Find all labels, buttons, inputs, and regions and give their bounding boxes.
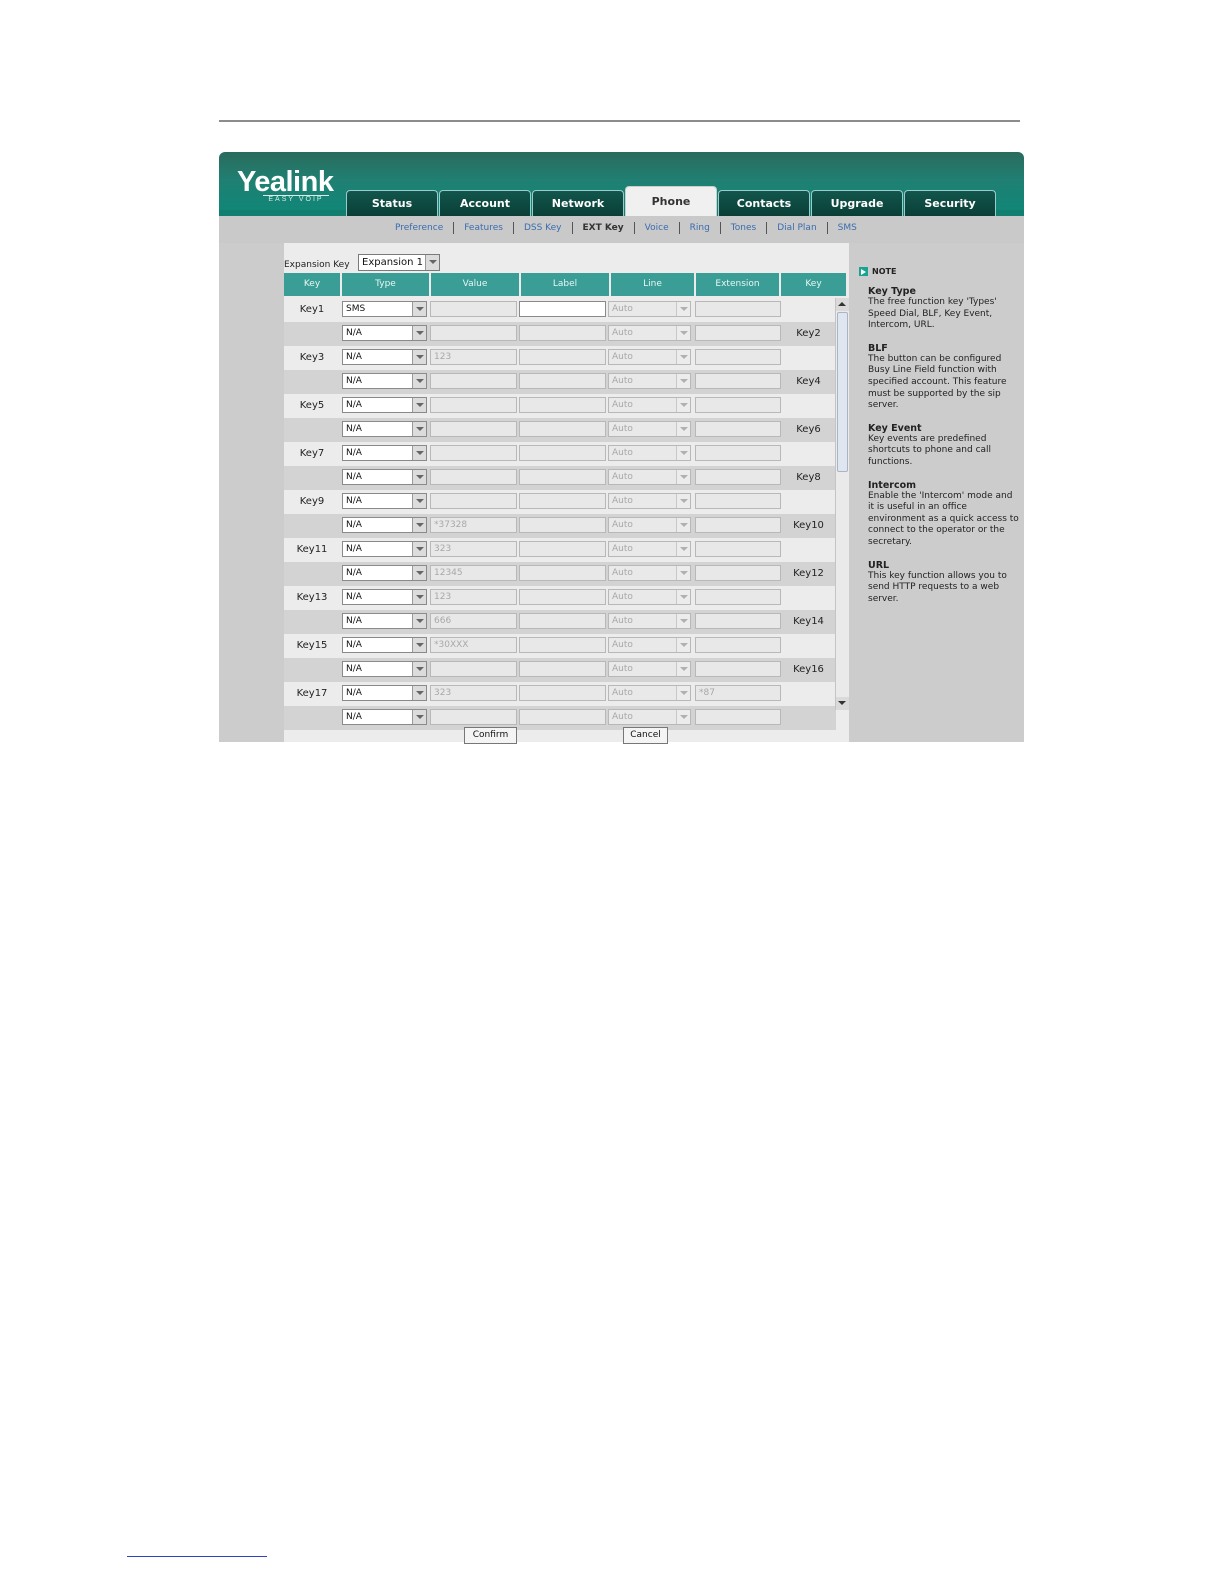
value-input[interactable]: 666 bbox=[430, 613, 517, 629]
value-input[interactable] bbox=[430, 469, 517, 485]
extension-input[interactable] bbox=[695, 325, 781, 341]
tab-network[interactable]: Network bbox=[532, 190, 624, 216]
table-row bbox=[284, 658, 836, 682]
chevron-down-icon[interactable] bbox=[412, 638, 426, 652]
type-select-value: N/A bbox=[346, 400, 362, 410]
note-title: Intercom bbox=[868, 479, 917, 491]
chevron-down-icon[interactable] bbox=[412, 422, 426, 436]
yealink-web-ui bbox=[219, 152, 1024, 742]
line-select-value: Auto bbox=[612, 520, 633, 530]
chevron-down-icon[interactable] bbox=[412, 566, 426, 580]
label-input[interactable] bbox=[519, 637, 606, 653]
table-row bbox=[284, 442, 836, 466]
line-select-value: Auto bbox=[612, 304, 633, 314]
table-row bbox=[284, 514, 836, 538]
type-select[interactable] bbox=[342, 517, 427, 533]
line-select-value: Auto bbox=[612, 712, 633, 722]
value-input[interactable]: 323 bbox=[430, 541, 517, 557]
table-row bbox=[284, 298, 836, 322]
key-right-label: Key10 bbox=[793, 520, 824, 531]
line-select[interactable] bbox=[608, 349, 691, 365]
key-right-label: Key16 bbox=[793, 664, 824, 675]
extension-input[interactable] bbox=[695, 541, 781, 557]
key-right-label: Key8 bbox=[796, 472, 821, 483]
table-row bbox=[284, 418, 836, 442]
note-text: This key function allows you to send HTTP requests to a web server. bbox=[868, 570, 1007, 604]
line-select[interactable] bbox=[608, 637, 691, 653]
extension-input[interactable] bbox=[695, 637, 781, 653]
value-input[interactable]: *37328 bbox=[430, 517, 517, 533]
value-input[interactable] bbox=[430, 421, 517, 437]
note-section bbox=[859, 267, 1019, 616]
extension-input[interactable] bbox=[695, 397, 781, 413]
tab-phone[interactable]: Phone bbox=[625, 186, 717, 216]
type-select[interactable] bbox=[342, 685, 427, 701]
value-input[interactable] bbox=[430, 325, 517, 341]
label-input[interactable] bbox=[519, 709, 606, 725]
line-select-value: Auto bbox=[612, 328, 633, 338]
label-input[interactable] bbox=[519, 517, 606, 533]
key-left-label: Key5 bbox=[299, 400, 325, 411]
label-input[interactable] bbox=[519, 541, 606, 557]
note-heading bbox=[859, 267, 1019, 276]
type-select[interactable] bbox=[342, 637, 427, 653]
table-row bbox=[284, 610, 836, 634]
subnav-sms[interactable]: SMS bbox=[837, 223, 857, 233]
label-input[interactable] bbox=[519, 421, 606, 437]
type-select-value: N/A bbox=[346, 592, 362, 602]
col-header-key-right: Key bbox=[781, 273, 846, 296]
extension-input[interactable] bbox=[695, 421, 781, 437]
key-left-label: Key9 bbox=[299, 496, 325, 507]
extension-input[interactable] bbox=[695, 373, 781, 389]
col-header-extension: Extension bbox=[696, 273, 779, 296]
type-select-value: N/A bbox=[346, 616, 362, 626]
extension-input[interactable] bbox=[695, 565, 781, 581]
subnav-ring[interactable]: Ring bbox=[680, 222, 721, 234]
document-footer-link[interactable] bbox=[127, 1556, 267, 1557]
document-header-rule bbox=[219, 120, 1020, 122]
yealink-logo: Yealink bbox=[237, 166, 334, 198]
table-row bbox=[284, 562, 836, 586]
type-select[interactable] bbox=[342, 421, 427, 437]
tab-status[interactable]: Status bbox=[346, 190, 438, 216]
key-left-label: Key3 bbox=[299, 352, 325, 363]
table-row bbox=[284, 682, 836, 706]
key-right-label: Key2 bbox=[796, 328, 821, 339]
scroll-down-icon[interactable] bbox=[836, 697, 849, 710]
type-select-value: N/A bbox=[346, 520, 362, 530]
col-header-type: Type bbox=[342, 273, 429, 296]
chevron-down-icon[interactable] bbox=[412, 614, 426, 628]
line-select[interactable] bbox=[608, 685, 691, 701]
note-text: The button can be configured Busy Line Field function with specified account. This feature must be supported by the sip server. bbox=[868, 353, 1007, 411]
chevron-down-icon[interactable] bbox=[676, 710, 690, 724]
logo-tagline: EASY VOIP bbox=[263, 195, 329, 203]
note-text: Enable the 'Intercom' mode and it is useful in an office environment as a quick access to connect to the operator or the secretary. bbox=[868, 490, 1019, 547]
col-header-key: Key bbox=[284, 273, 340, 296]
type-select[interactable] bbox=[342, 469, 427, 485]
note-intercom bbox=[868, 480, 1019, 549]
line-select[interactable] bbox=[608, 301, 691, 317]
table-row bbox=[284, 490, 836, 514]
line-select[interactable] bbox=[608, 565, 691, 581]
value-input[interactable]: 323 bbox=[430, 685, 517, 701]
key-right-label: Key12 bbox=[793, 568, 824, 579]
label-input[interactable] bbox=[519, 445, 606, 461]
type-select-value: SMS bbox=[346, 304, 366, 314]
table-row bbox=[284, 634, 836, 658]
type-select-value: N/A bbox=[346, 544, 362, 554]
line-select[interactable] bbox=[608, 373, 691, 389]
type-select[interactable] bbox=[342, 661, 427, 677]
line-select[interactable] bbox=[608, 397, 691, 413]
key-left-label: Key1 bbox=[299, 304, 325, 315]
line-select-value: Auto bbox=[612, 544, 633, 554]
subnav-dss-key[interactable]: DSS Key bbox=[514, 222, 573, 234]
value-input[interactable]: 123 bbox=[430, 349, 517, 365]
help-panel bbox=[849, 243, 1024, 742]
chevron-down-icon[interactable] bbox=[412, 326, 426, 340]
chevron-down-icon[interactable] bbox=[412, 494, 426, 508]
type-select-value: N/A bbox=[346, 376, 362, 386]
chevron-down-icon[interactable] bbox=[676, 686, 690, 700]
extension-input[interactable]: *87 bbox=[695, 685, 781, 701]
note-blf bbox=[868, 343, 1019, 412]
key-left-label: Key17 bbox=[296, 688, 328, 699]
label-input[interactable] bbox=[519, 349, 606, 365]
label-input[interactable] bbox=[519, 397, 606, 413]
chevron-down-icon[interactable] bbox=[425, 255, 439, 270]
subnav-ext-key[interactable]: EXT Key bbox=[573, 222, 635, 234]
line-select-value: Auto bbox=[612, 616, 633, 626]
type-select-value: N/A bbox=[346, 496, 362, 506]
chevron-down-icon[interactable] bbox=[676, 446, 690, 460]
label-input[interactable] bbox=[519, 661, 606, 677]
extension-input[interactable] bbox=[695, 709, 781, 725]
line-select-value: Auto bbox=[612, 424, 633, 434]
key-right-label: Key4 bbox=[796, 376, 821, 387]
note-heading-text: NOTE bbox=[872, 267, 897, 276]
col-header-label: Label bbox=[521, 273, 609, 296]
type-select-value: N/A bbox=[346, 688, 362, 698]
note-url bbox=[868, 560, 1019, 606]
key-table-body bbox=[284, 298, 849, 722]
type-select-value: N/A bbox=[346, 424, 362, 434]
chevron-down-icon[interactable] bbox=[412, 710, 426, 724]
cancel-button[interactable]: Cancel bbox=[623, 727, 668, 744]
line-select-value: Auto bbox=[612, 664, 633, 674]
chevron-down-icon[interactable] bbox=[676, 590, 690, 604]
chevron-down-icon[interactable] bbox=[412, 470, 426, 484]
tab-account[interactable]: Account bbox=[439, 190, 531, 216]
table-row bbox=[284, 586, 836, 610]
type-select[interactable] bbox=[342, 565, 427, 581]
chevron-down-icon[interactable] bbox=[676, 542, 690, 556]
chevron-down-icon[interactable] bbox=[676, 638, 690, 652]
note-key-type bbox=[868, 286, 1019, 332]
type-select-value: N/A bbox=[346, 664, 362, 674]
chevron-down-icon[interactable] bbox=[676, 398, 690, 412]
extension-input[interactable] bbox=[695, 493, 781, 509]
line-select[interactable] bbox=[608, 541, 691, 557]
type-select-value: N/A bbox=[346, 352, 362, 362]
line-select-value: Auto bbox=[612, 376, 633, 386]
extension-input[interactable] bbox=[695, 469, 781, 485]
label-input[interactable] bbox=[519, 469, 606, 485]
type-select[interactable] bbox=[342, 349, 427, 365]
label-input[interactable] bbox=[519, 301, 606, 317]
tab-security[interactable]: Security bbox=[904, 190, 996, 216]
extension-input[interactable] bbox=[695, 445, 781, 461]
chevron-down-icon[interactable] bbox=[412, 302, 426, 316]
type-select[interactable] bbox=[342, 589, 427, 605]
chevron-down-icon[interactable] bbox=[412, 542, 426, 556]
label-input[interactable] bbox=[519, 493, 606, 509]
label-input[interactable] bbox=[519, 325, 606, 341]
extension-input[interactable] bbox=[695, 589, 781, 605]
line-select[interactable] bbox=[608, 493, 691, 509]
note-title: Key Type bbox=[868, 286, 916, 297]
label-input[interactable] bbox=[519, 565, 606, 581]
line-select[interactable] bbox=[608, 421, 691, 437]
chevron-down-icon[interactable] bbox=[412, 398, 426, 412]
line-select-value: Auto bbox=[612, 472, 633, 482]
chevron-down-icon[interactable] bbox=[676, 566, 690, 580]
label-input[interactable] bbox=[519, 613, 606, 629]
col-header-value: Value bbox=[431, 273, 519, 296]
type-select-value: N/A bbox=[346, 328, 362, 338]
table-row bbox=[284, 346, 836, 370]
chevron-down-icon[interactable] bbox=[676, 494, 690, 508]
line-select-value: Auto bbox=[612, 352, 633, 362]
col-header-line: Line bbox=[611, 273, 694, 296]
key-left-label: Key13 bbox=[296, 592, 328, 603]
line-select[interactable] bbox=[608, 517, 691, 533]
value-input[interactable]: 12345 bbox=[430, 565, 517, 581]
value-input[interactable] bbox=[430, 709, 517, 725]
type-select[interactable] bbox=[342, 301, 427, 317]
type-select-value: N/A bbox=[346, 472, 362, 482]
confirm-button[interactable]: Confirm bbox=[464, 727, 517, 744]
chevron-down-icon[interactable] bbox=[412, 374, 426, 388]
chevron-down-icon[interactable] bbox=[412, 662, 426, 676]
table-row bbox=[284, 370, 836, 394]
tab-contacts[interactable]: Contacts bbox=[718, 190, 810, 216]
value-input[interactable]: 123 bbox=[430, 589, 517, 605]
line-select-value: Auto bbox=[612, 400, 633, 410]
note-arrow-icon bbox=[859, 267, 868, 276]
subnav-features[interactable]: Features bbox=[454, 222, 514, 234]
expansion-select[interactable] bbox=[358, 254, 440, 271]
key-left-label: Key15 bbox=[296, 640, 328, 651]
value-input[interactable] bbox=[430, 493, 517, 509]
chevron-down-icon[interactable] bbox=[676, 470, 690, 484]
line-select-value: Auto bbox=[612, 496, 633, 506]
sub-navigation bbox=[219, 216, 1024, 243]
chevron-down-icon[interactable] bbox=[676, 518, 690, 532]
line-select[interactable] bbox=[608, 613, 691, 629]
chevron-down-icon[interactable] bbox=[676, 326, 690, 340]
subnav-dial-plan[interactable]: Dial Plan bbox=[767, 222, 827, 234]
table-row bbox=[284, 466, 836, 490]
extension-input[interactable] bbox=[695, 301, 781, 317]
note-key-event bbox=[868, 423, 1019, 469]
extension-input[interactable] bbox=[695, 349, 781, 365]
line-select[interactable] bbox=[608, 445, 691, 461]
value-input[interactable] bbox=[430, 397, 517, 413]
type-select[interactable] bbox=[342, 709, 427, 725]
line-select[interactable] bbox=[608, 325, 691, 341]
chevron-down-icon[interactable] bbox=[676, 662, 690, 676]
value-input[interactable] bbox=[430, 301, 517, 317]
line-select-value: Auto bbox=[612, 568, 633, 578]
extension-input[interactable] bbox=[695, 661, 781, 677]
key-left-label: Key7 bbox=[299, 448, 325, 459]
extension-input[interactable] bbox=[695, 613, 781, 629]
label-input[interactable] bbox=[519, 589, 606, 605]
subnav-tones[interactable]: Tones bbox=[721, 222, 767, 234]
type-select-value: N/A bbox=[346, 568, 362, 578]
table-row bbox=[284, 322, 836, 346]
chevron-down-icon[interactable] bbox=[676, 422, 690, 436]
note-title: BLF bbox=[868, 342, 888, 354]
key-right-label: Key14 bbox=[793, 616, 824, 627]
extension-input[interactable] bbox=[695, 517, 781, 533]
line-select-value: Auto bbox=[612, 448, 633, 458]
chevron-down-icon[interactable] bbox=[676, 374, 690, 388]
type-select[interactable] bbox=[342, 445, 427, 461]
type-select-value: N/A bbox=[346, 448, 362, 458]
chevron-down-icon[interactable] bbox=[676, 302, 690, 316]
subnav-voice[interactable]: Voice bbox=[635, 222, 680, 234]
expansion-select-value: Expansion 1 bbox=[362, 257, 424, 268]
table-row bbox=[284, 706, 836, 730]
type-select[interactable] bbox=[342, 493, 427, 509]
line-select[interactable] bbox=[608, 589, 691, 605]
chevron-down-icon[interactable] bbox=[412, 350, 426, 364]
type-select[interactable] bbox=[342, 325, 427, 341]
key-left-label: Key11 bbox=[296, 544, 328, 555]
key-right-label: Key6 bbox=[796, 424, 821, 435]
value-input[interactable] bbox=[430, 661, 517, 677]
value-input[interactable]: *30XXX bbox=[430, 637, 517, 653]
line-select-value: Auto bbox=[612, 640, 633, 650]
chevron-down-icon[interactable] bbox=[676, 350, 690, 364]
value-input[interactable] bbox=[430, 445, 517, 461]
ext-key-content bbox=[284, 243, 849, 742]
line-select-value: Auto bbox=[612, 592, 633, 602]
note-title: Key Event bbox=[868, 422, 922, 434]
chevron-down-icon[interactable] bbox=[412, 518, 426, 532]
scroll-thumb[interactable] bbox=[837, 312, 848, 472]
top-banner bbox=[219, 152, 1024, 216]
note-text: Key events are predefined shortcuts to phone and call functions. bbox=[868, 433, 992, 467]
subnav-preference[interactable]: Preference bbox=[385, 222, 454, 234]
table-row bbox=[284, 394, 836, 418]
value-input[interactable] bbox=[430, 373, 517, 389]
type-select-value: N/A bbox=[346, 640, 362, 650]
tab-upgrade[interactable]: Upgrade bbox=[811, 190, 903, 216]
type-select[interactable] bbox=[342, 373, 427, 389]
type-select-value: N/A bbox=[346, 712, 362, 722]
left-margin-panel bbox=[219, 243, 284, 742]
chevron-down-icon[interactable] bbox=[412, 590, 426, 604]
label-input[interactable] bbox=[519, 373, 606, 389]
type-select[interactable] bbox=[342, 541, 427, 557]
table-row bbox=[284, 538, 836, 562]
line-select[interactable] bbox=[608, 661, 691, 677]
expansion-key-label: Expansion Key bbox=[284, 260, 350, 270]
chevron-down-icon[interactable] bbox=[412, 686, 426, 700]
scroll-up-icon[interactable] bbox=[836, 298, 849, 311]
note-text: The free function key 'Types' Speed Dial, BLF, Key Event, Intercom, URL. bbox=[868, 297, 997, 331]
type-select[interactable] bbox=[342, 613, 427, 629]
line-select[interactable] bbox=[608, 469, 691, 485]
table-scrollbar[interactable] bbox=[835, 298, 849, 710]
main-tabs bbox=[346, 190, 997, 216]
chevron-down-icon[interactable] bbox=[676, 614, 690, 628]
line-select-value: Auto bbox=[612, 688, 633, 698]
line-select[interactable] bbox=[608, 709, 691, 725]
chevron-down-icon[interactable] bbox=[412, 446, 426, 460]
label-input[interactable] bbox=[519, 685, 606, 701]
type-select[interactable] bbox=[342, 397, 427, 413]
note-title: URL bbox=[868, 559, 890, 571]
